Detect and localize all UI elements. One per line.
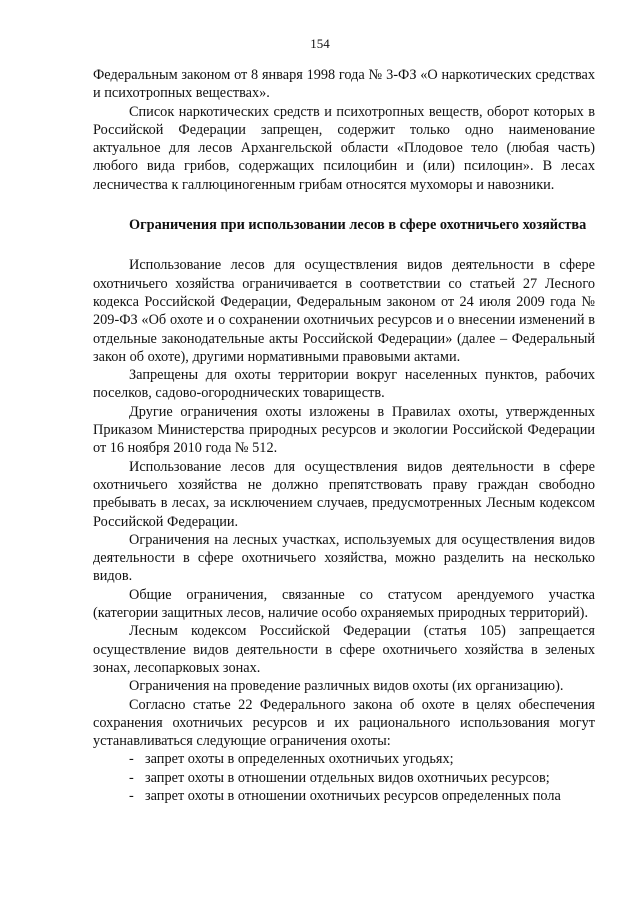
paragraph-law-reference: Федеральным законом от 8 января 1998 года № 3-ФЗ «О наркотических средствах и психотропных веществах». <box>93 67 595 102</box>
paragraph-forest-use-restriction: Использование лесов для осуществления видов деятельности в сфере охотничьего хозяйства ограничивается в соответствии со статьей 27 Лесного кодекса Российской Федерации, Федеральным законом от 24 июля 2009 года № 209-ФЗ «Об охоте и о сохранении охотничьих ресурсов и о внесении изменений в отдельные законодательные акты Российской Федерации» (далее – Федеральный закон об охоте), другими нормативными правовыми актами. <box>93 257 595 365</box>
list-dash: - <box>129 751 134 768</box>
list-dash: - <box>129 787 134 804</box>
paragraph-general-restrictions: Общие ограничения, связанные со статусом арендуемого участка (категории защитных лесов, наличие особо охраняемых природных территорий). <box>93 586 595 622</box>
page-content <box>93 66 595 805</box>
section-heading: Ограничения при использовании лесов в сфере охотничьего хозяйства <box>129 217 587 234</box>
page-number: 154 <box>310 36 330 51</box>
paragraph-article-105: Лесным кодексом Российской Федерации (статья 105) запрещается осуществление видов деятельности в сфере охотничьего хозяйства в зеленых зонах, лесопарковых зонах. <box>93 623 595 676</box>
paragraph-article-22: Согласно статье 22 Федерального закона об охоте в целях обеспечения сохранения охотничьих ресурсов и их рационального использования могут устанавливаться следующие ограничения охоты: <box>93 696 595 750</box>
paragraph-free-access: Использование лесов для осуществления видов деятельности в сфере охотничьего хозяйства не должно препятствовать праву граждан свободно пребывать в лесах, за исключением случаев, предусмотренных Лесным кодексом Российской Федерации. <box>93 458 595 530</box>
list-item-text: запрет охоты в определенных охотничьих угодьях; <box>145 751 454 768</box>
list-item <box>93 787 595 805</box>
paragraph-prohibited-territories: Запрещены для охоты территории вокруг населенных пунктов, рабочих поселков, садово-огороднических товариществ. <box>93 367 595 402</box>
restriction-list <box>93 750 595 805</box>
list-item <box>93 769 595 787</box>
paragraph-narcotics-list: Список наркотических средств и психотропных веществ, оборот которых в Российской Федерации запрещен, содержит только одно наименование актуальное для лесов Архангельской области «Плодовое тело (любая часть) любого вида грибов, содержащих псилоцибин и (или) псилоцин». В лесах лесничества к галлюциногенным грибам относятся мухоморы и навозники. <box>93 103 595 193</box>
list-item-text: запрет охоты в отношении отдельных видов охотничьих ресурсов; <box>145 769 550 786</box>
paragraph-restriction-types: Ограничения на лесных участках, используемых для осуществления видов деятельности в сфере охотничьего хозяйства, можно разделить на несколько видов. <box>93 531 595 585</box>
paragraph-hunting-rules: Другие ограничения охоты изложены в Правилах охоты, утвержденных Приказом Министерства природных ресурсов и экологии Российской Федерации от 16 ноября 2010 года № 512. <box>93 403 595 457</box>
list-item-text: запрет охоты в отношении охотничьих ресурсов определенных пола <box>145 787 561 804</box>
paragraph-hunting-types: Ограничения на проведение различных видов охоты (их организацию). <box>129 678 564 695</box>
list-item <box>93 750 595 768</box>
list-dash: - <box>129 769 134 786</box>
